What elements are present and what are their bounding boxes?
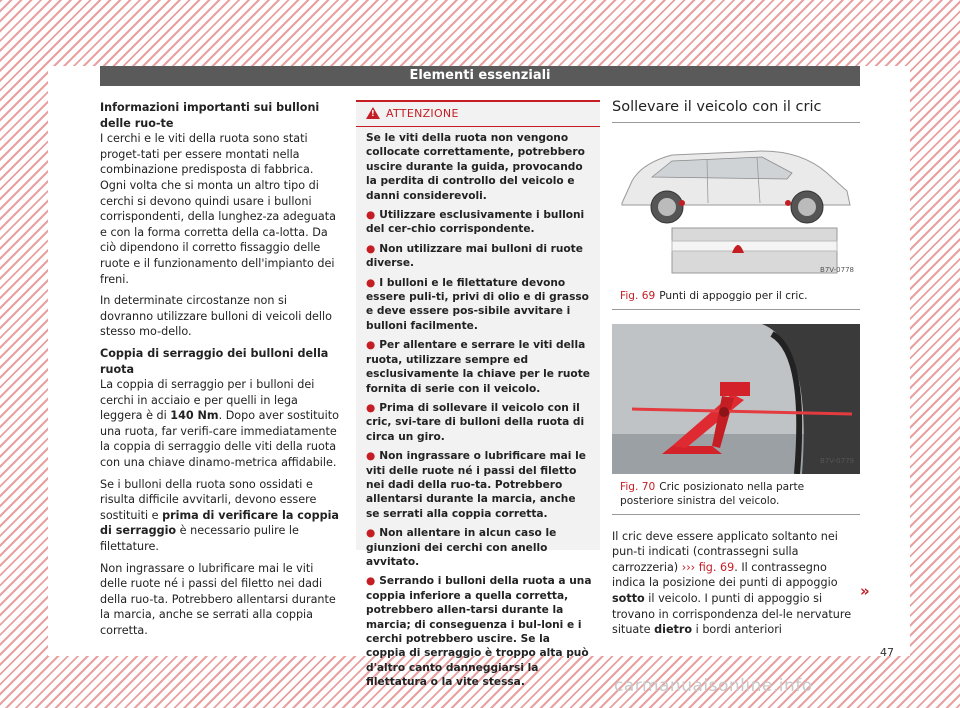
warning-bullet: ● Serrando i bulloni della ruota a una coppia inferiore a quella corretta, potrebbero allen-tarsi durante la marcia; di conseguenza i bul-loni e i cerchi potrebbero uscire. Se la coppia di serraggio è troppo alta può d'altro canto danneggiarsi la filettatura o la vite stessa. xyxy=(366,575,592,689)
left-column xyxy=(100,100,342,645)
heading-torque: Coppia di serraggio dei bulloni della ruota xyxy=(100,346,329,376)
figure-caption: Fig. 70 Cric posizionato nella parte posteriore sinistra del veicolo. xyxy=(612,474,860,515)
warning-intro: Se le viti della ruota non vengono collocate correttamente, potrebbero uscire durante la guida, provocando la perdita di controllo del veicolo e danni considerevoli. xyxy=(366,132,585,202)
continue-mark: » xyxy=(860,582,870,600)
figure-69 xyxy=(612,133,860,310)
warning-bullet: ● Prima di sollevare il veicolo con il cric, svi-tare di bulloni della ruota di circa un giro. xyxy=(366,401,585,443)
warning-bullet: ● Non utilizzare mai bulloni di ruote diverse. xyxy=(366,242,583,270)
warning-bullet: ● Utilizzare esclusivamente i bulloni del cer-chio corrispondente. xyxy=(366,209,585,236)
fig-69-link[interactable]: ››› fig. 69 xyxy=(681,560,735,574)
figure-70 xyxy=(612,324,860,515)
figure-caption: Fig. 69 Punti di appoggio per il cric. xyxy=(612,283,860,310)
warning-bullet: ● Per allentare e serrare le viti della ruota, utilizzare sempre ed esclusivamente la chiave per le ruote fornita di serie con il veicolo. xyxy=(366,339,590,395)
jack-image xyxy=(612,324,860,474)
warning-body xyxy=(356,127,600,690)
warning-header: ! ATTENZIONE xyxy=(356,102,600,127)
warning-bullet: ● I bulloni e le filettature devono essere puli-ti, privi di olio e di grasso e deve essere pos-sibile avvitare i bulloni facilmente. xyxy=(366,276,589,332)
figure-code: B7V-0779 xyxy=(820,457,854,465)
paragraph-oxidized: Se i bulloni della ruota sono ossidati e risulta difficile avvitarli, devono essere sostituiti e prima di verificare la coppia di serraggio è necessario pulire le filettature. xyxy=(100,477,339,554)
warning-triangle-icon: ! xyxy=(366,107,380,119)
torque-value: 140 Nm xyxy=(170,409,219,423)
paragraph-torque: La coppia di serraggio per i bulloni dei cerchi in acciaio e per quelli in lega leggera è di 140 Nm. Dopo aver sostituito una ruota, far verifi-care immediatamente la coppia di serraggio delle viti della ruota con una chiave dinamo-metrica affidabile. xyxy=(100,378,339,470)
watermark: carmanualsonline.info xyxy=(614,676,813,696)
right-column xyxy=(612,100,860,644)
warning-box xyxy=(356,100,600,689)
figure-code: B7V-0778 xyxy=(820,266,854,274)
warning-bullet: ● Non allentare in alcun caso le giunzioni dei cerchi con anello avvitato. xyxy=(366,527,557,568)
jack-paragraph: Il cric deve essere applicato soltanto nei pun-ti indicati (contrassegni sulla carrozzeria) ››› fig. 69. Il contrassegno indica la posizione dei punti di appoggio sotto il veicolo. I punti di appoggio si trovano in corrispondenza del-le nervature situate dietro i bordi anteriori xyxy=(612,529,852,637)
car-side-image xyxy=(612,133,860,283)
section-title: Sollevare il veicolo con il cric xyxy=(612,100,860,123)
paragraph: Non ingrassare o lubrificare mai le viti delle ruote né i passi del filetto nei dadi della ruo-ta. Potrebbero allentarsi durante la marcia, anche se serrati alla coppia corretta. xyxy=(100,561,336,637)
heading-wheel-bolts: Informazioni importanti sui bulloni delle ruo-te xyxy=(100,101,320,130)
page-number: 47 xyxy=(880,646,894,659)
paragraph: In determinate circostanze non si dovranno utilizzare bulloni di veicoli dello stesso mo-dello. xyxy=(100,294,332,339)
paragraph: I cerchi e le viti della ruota sono stati proget-tati per essere montati nella combinazione predisposta di fabbrica. Ogni volta che si monta un altro tipo di cerchi si devono quindi usare i bulloni corrispondenti, della lunghez-za adeguata e con la forma corretta della ca-lotta. Da ciò dipendono il corretto fissaggio delle ruote e il funzionamento dell'impianto dei freni. xyxy=(100,132,336,286)
page-header: Elementi essenziali xyxy=(100,66,860,86)
warning-bullet: ● Non ingrassare o lubrificare mai le viti delle ruote né i passi del filetto nei dadi della ruo-ta. Potrebbero allentarsi durante la marcia, anche se serrati alla coppia corretta. xyxy=(366,450,586,520)
